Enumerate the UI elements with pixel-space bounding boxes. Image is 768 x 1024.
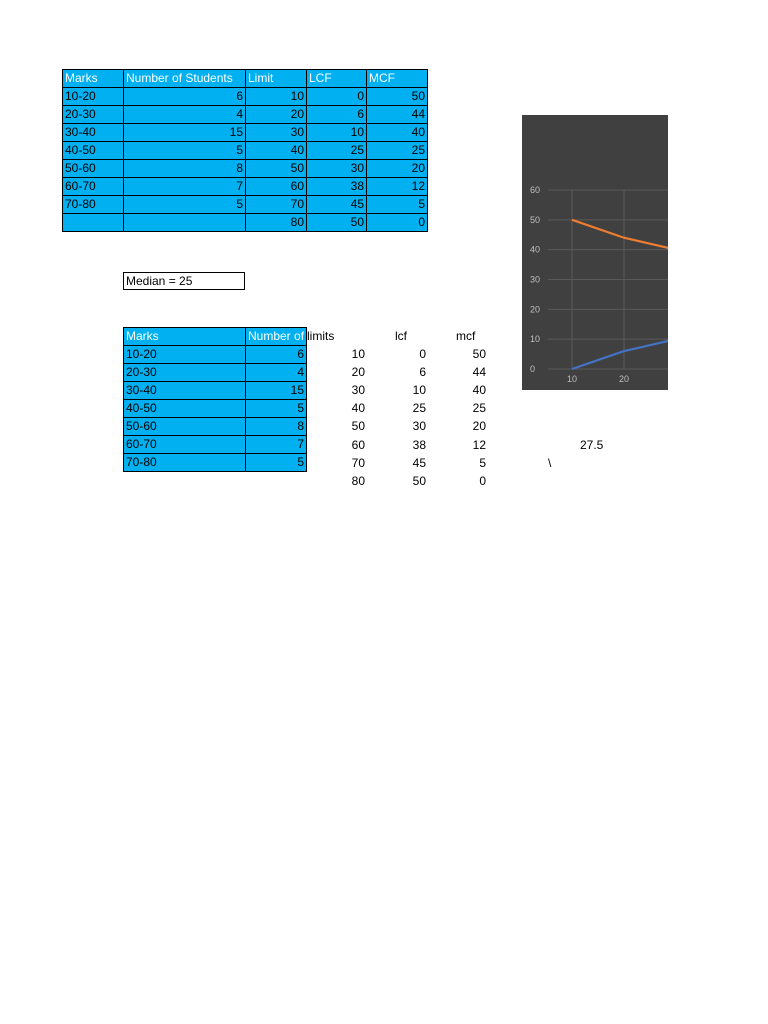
limits-cell[interactable]: 10 xyxy=(351,347,365,361)
table-header-row xyxy=(63,70,428,88)
y-tick-label: 0 xyxy=(530,364,536,374)
cell[interactable]: 60-70 xyxy=(124,436,246,454)
cell[interactable]: 10-20 xyxy=(63,88,124,106)
cell[interactable] xyxy=(63,214,124,232)
cell[interactable]: 20 xyxy=(367,160,428,178)
cell[interactable]: 25 xyxy=(367,142,428,160)
cell[interactable]: 80 xyxy=(246,214,307,232)
cell[interactable]: 6 xyxy=(246,346,307,364)
cell[interactable]: 70-80 xyxy=(63,196,124,214)
cell[interactable]: 7 xyxy=(124,178,246,196)
y-tick-label: 40 xyxy=(530,244,541,255)
table-row xyxy=(124,454,307,472)
mcf-series-line xyxy=(572,220,668,369)
ogive-chart[interactable] xyxy=(522,115,668,390)
cell[interactable]: 50-60 xyxy=(124,418,246,436)
y-tick-label: 60 xyxy=(530,185,541,195)
cell[interactable]: 7 xyxy=(246,436,307,454)
limits-cell[interactable]: 20 xyxy=(351,365,365,379)
cell[interactable]: 30 xyxy=(246,124,307,142)
cell[interactable]: 10 xyxy=(246,88,307,106)
cell[interactable]: 5 xyxy=(246,454,307,472)
table-row xyxy=(124,346,307,364)
y-tick-label: 50 xyxy=(530,214,541,225)
cell[interactable] xyxy=(124,214,246,232)
mcf-cell[interactable]: 12 xyxy=(472,438,486,452)
chart-canvas xyxy=(522,115,668,390)
table-row xyxy=(63,124,428,142)
header-cell[interactable]: Marks xyxy=(63,70,124,88)
mcf-cell[interactable]: 44 xyxy=(472,365,486,379)
note-value-cell[interactable]: 27.5 xyxy=(580,438,604,452)
mcf-cell[interactable]: 50 xyxy=(472,347,486,361)
table-row xyxy=(124,418,307,436)
x-tick-label: 10 xyxy=(566,374,578,384)
cell[interactable]: 20-30 xyxy=(63,106,124,124)
cell[interactable]: 15 xyxy=(124,124,246,142)
cell[interactable]: 40-50 xyxy=(63,142,124,160)
cell[interactable]: 5 xyxy=(124,196,246,214)
cell[interactable]: 15 xyxy=(246,382,307,400)
x-tick-label: 20 xyxy=(618,374,630,384)
cell[interactable]: 50-60 xyxy=(63,160,124,178)
mcf-cell[interactable]: 40 xyxy=(472,383,486,397)
mcf-cell[interactable]: 0 xyxy=(479,474,486,488)
limits-cell[interactable]: 60 xyxy=(351,438,365,452)
mcf-cell[interactable]: 5 xyxy=(479,456,486,470)
limits-header[interactable]: limits xyxy=(307,329,335,343)
table-row xyxy=(63,106,428,124)
cell[interactable]: 50 xyxy=(246,160,307,178)
table-row xyxy=(63,196,428,214)
mcf-header[interactable]: mcf xyxy=(456,329,476,343)
cell[interactable]: 6 xyxy=(124,88,246,106)
cell[interactable]: 40-50 xyxy=(124,400,246,418)
table-header-row xyxy=(124,328,307,346)
cell[interactable]: 4 xyxy=(124,106,246,124)
cell[interactable]: 25 xyxy=(307,142,367,160)
header-cell[interactable]: LCF xyxy=(307,70,367,88)
cell[interactable]: 10 xyxy=(307,124,367,142)
header-cell[interactable]: Marks xyxy=(124,328,246,346)
cell[interactable]: 0 xyxy=(367,214,428,232)
cell[interactable]: 70-80 xyxy=(124,454,246,472)
cell[interactable]: 50 xyxy=(307,214,367,232)
cell[interactable]: 8 xyxy=(246,418,307,436)
lcf-header[interactable]: lcf xyxy=(395,329,407,343)
header-cell[interactable]: MCF xyxy=(367,70,428,88)
lcf-cell[interactable]: 38 xyxy=(412,438,426,452)
table-row xyxy=(63,160,428,178)
cell[interactable]: 5 xyxy=(246,400,307,418)
cell[interactable]: 10-20 xyxy=(124,346,246,364)
cell[interactable]: 4 xyxy=(246,364,307,382)
lcf-series-line xyxy=(572,220,668,369)
median-cell[interactable]: Median = 25 xyxy=(123,272,245,290)
cell[interactable]: 50 xyxy=(367,88,428,106)
marks-table xyxy=(123,327,307,472)
cell[interactable]: 40 xyxy=(246,142,307,160)
cell[interactable]: 20 xyxy=(246,106,307,124)
y-tick-label: 20 xyxy=(530,304,541,315)
frequency-table xyxy=(62,69,428,232)
lcf-cell[interactable]: 25 xyxy=(412,401,426,415)
cell[interactable]: 6 xyxy=(307,106,367,124)
limits-cell[interactable]: 40 xyxy=(351,401,365,415)
table-row xyxy=(63,142,428,160)
cell[interactable]: 30-40 xyxy=(124,382,246,400)
cell[interactable]: 5 xyxy=(367,196,428,214)
lcf-cell[interactable]: 50 xyxy=(412,474,426,488)
y-tick-label: 30 xyxy=(530,274,541,285)
cell[interactable]: 45 xyxy=(307,196,367,214)
table-row xyxy=(124,364,307,382)
lcf-cell[interactable]: 45 xyxy=(412,456,426,470)
header-cell[interactable]: Number of Students xyxy=(124,70,246,88)
cell[interactable]: 8 xyxy=(124,160,246,178)
limits-cell[interactable]: 50 xyxy=(351,419,365,433)
cell[interactable]: 40 xyxy=(367,124,428,142)
cell[interactable]: 38 xyxy=(307,178,367,196)
cell[interactable]: 60 xyxy=(246,178,307,196)
table-row xyxy=(124,400,307,418)
lcf-cell[interactable]: 6 xyxy=(419,365,426,379)
header-cell[interactable]: Number of xyxy=(246,328,307,346)
lcf-cell[interactable]: 10 xyxy=(412,383,426,397)
table-row xyxy=(63,178,428,196)
table-row xyxy=(63,214,428,232)
cell[interactable]: 30 xyxy=(307,160,367,178)
cell[interactable]: 5 xyxy=(124,142,246,160)
y-tick-label: 10 xyxy=(530,334,541,345)
cell[interactable]: 12 xyxy=(367,178,428,196)
note-backslash-cell[interactable]: \ xyxy=(548,456,552,470)
lcf-cell[interactable]: 30 xyxy=(412,419,426,433)
table-row xyxy=(124,436,307,454)
mcf-cell[interactable]: 25 xyxy=(472,401,486,415)
limits-cell[interactable]: 30 xyxy=(351,383,365,397)
cell[interactable]: 60-70 xyxy=(63,178,124,196)
lcf-cell[interactable]: 0 xyxy=(419,347,426,361)
cell[interactable]: 0 xyxy=(307,88,367,106)
limits-cell[interactable]: 80 xyxy=(351,474,365,488)
header-cell[interactable]: Limit xyxy=(246,70,307,88)
cell[interactable]: 30-40 xyxy=(63,124,124,142)
cell[interactable]: 20-30 xyxy=(124,364,246,382)
mcf-cell[interactable]: 20 xyxy=(472,419,486,433)
table-row xyxy=(124,382,307,400)
cell[interactable]: 70 xyxy=(246,196,307,214)
limits-cell[interactable]: 70 xyxy=(351,456,365,470)
cell[interactable]: 44 xyxy=(367,106,428,124)
table-row xyxy=(63,88,428,106)
